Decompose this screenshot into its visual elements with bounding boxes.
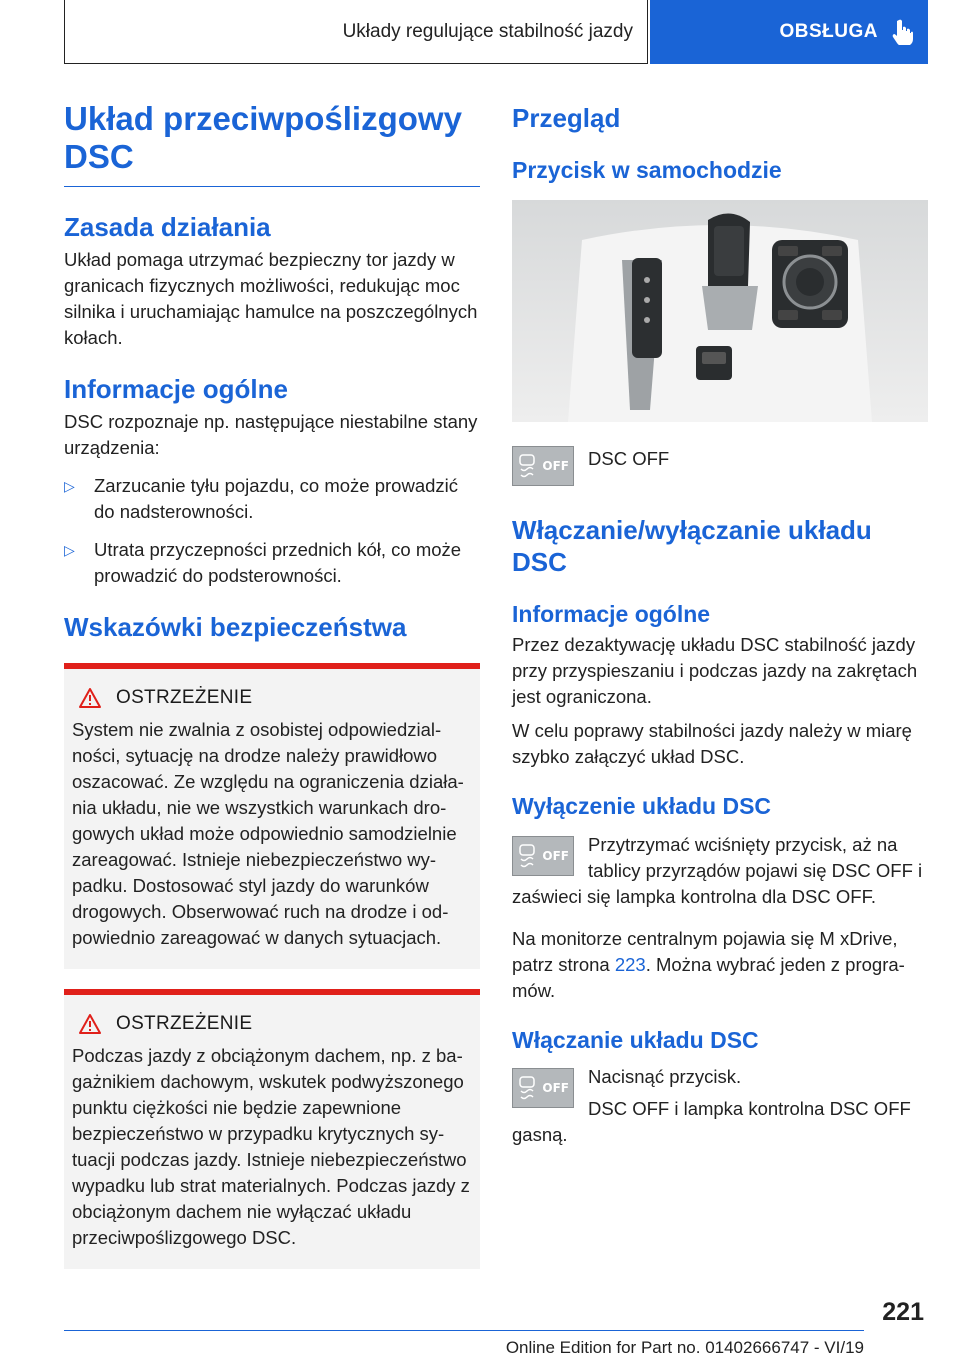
- edition-note: Online Edition for Part no. 01402666747 - VI/19: [505, 1338, 864, 1357]
- triangle-bullet-icon: ▷: [64, 478, 75, 494]
- general-heading: Informacje ogólne: [64, 374, 288, 404]
- left-column: [64, 100, 480, 1269]
- warning-header: [72, 687, 472, 709]
- bullet-text: Utrata przyczepności przednich kół, co może prowadzić do podsterowności.: [94, 539, 462, 586]
- on-heading: Włączanie układu DSC: [512, 1027, 759, 1053]
- warning-triangle-icon: [78, 687, 102, 709]
- warning-header: [72, 1013, 472, 1035]
- center-console-illustration: [512, 200, 928, 422]
- warning-triangle-icon: [78, 1013, 102, 1035]
- monitor-text-before: Na monitorze centralnym pojawia się M xDrive, patrz strona: [512, 928, 898, 975]
- warning-box: [64, 989, 480, 1269]
- dsc-off-button-icon: [512, 836, 574, 876]
- on-text2: DSC OFF i lampka kontrolna DSC OFF gasną.: [512, 1098, 911, 1145]
- main-title: [64, 100, 480, 176]
- right-column: [512, 100, 928, 1148]
- dsc-off-badge: OFF: [542, 849, 569, 863]
- principle-heading: Zasada działania: [64, 212, 271, 242]
- safety-heading: Wskazówki bezpieczeństwa: [64, 612, 407, 642]
- off-block: [512, 832, 928, 910]
- general-p2: W celu poprawy stabilności jazdy należy w miarę szybko załączyć układ DSC.: [512, 720, 912, 767]
- on-block: [512, 1064, 928, 1148]
- warning-text: System nie zwalnia z osobistej odpowiedzialności, sytuację na drodze należy prawidłowo oszacować. Ze względu na ograniczenia działania układu, nie we wszystkich warunkach drogowych układ może odpowiednio samodzielnie zareagować. Istnieje niebezpieczeństwo wypadku. Dostosować styl jazdy do warunków drogowych. Obserwować ruch na drodze i odpowiednio zareagować w danych sytuacjach.: [72, 719, 464, 948]
- section-title: Układy regulujące stabilność jazdy: [64, 0, 648, 64]
- skidding-car-icon: [517, 843, 537, 869]
- chapter-label: OBSŁUGA: [779, 21, 878, 42]
- chapter-tab: [650, 0, 928, 64]
- footer-rule: [64, 1330, 864, 1331]
- dsc-off-button-icon: [512, 1068, 574, 1108]
- dsc-off-badge: OFF: [542, 1081, 569, 1095]
- page-number: 221: [882, 1298, 924, 1326]
- warning-box: [64, 663, 480, 969]
- dsc-off-button-row: [512, 442, 928, 486]
- page-link[interactable]: 223: [614, 954, 646, 975]
- triangle-bullet-icon: ▷: [64, 542, 75, 558]
- monitor-text-after: . Można wybrać jeden z programów.: [512, 954, 905, 1001]
- off-text: Przytrzymać wciśnięty przycisk, aż na tablicy przyrządów pojawi się DSC OFF i zaświeci się lampka kontrolna dla DSC OFF.: [512, 834, 923, 907]
- warning-label: OSTRZEŻENIE: [116, 687, 253, 708]
- dsc-off-badge: OFF: [542, 459, 569, 473]
- center-console-photo: [512, 200, 928, 422]
- general-text: DSC rozpoznaje np. następujące niestabilne stany urządzenia:: [64, 411, 478, 458]
- general-p1: Przez dezaktywację układu DSC stabilność jazdy przy przyspieszaniu i podczas jazdy na zakrętach jest ograniczona.: [512, 634, 918, 707]
- button-heading: Przycisk w samochodzie: [512, 157, 782, 183]
- off-heading: Wyłączenie układu DSC: [512, 793, 772, 819]
- onoff-heading: Włączanie/wyłączanie układu DSC: [512, 515, 872, 577]
- overview-heading: Przegląd: [512, 103, 621, 133]
- main-title-line2: DSC: [64, 138, 134, 175]
- bullet-text: Zarzucanie tyłu pojazdu, co może prowadzić do nadsterowności.: [94, 475, 459, 522]
- skidding-car-icon: [517, 453, 537, 479]
- principle-text: Układ pomaga utrzymać bezpieczny tor jazdy w granicach fizycznych możliwości, redukując moc silnika i uruchamiając hamulce na poszczególnych kołach.: [64, 249, 478, 348]
- main-title-line1: Układ przeciwpoślizgowy: [64, 100, 462, 137]
- monitor-text: [512, 926, 928, 1004]
- page-header: [64, 0, 928, 66]
- dsc-off-button-icon: [512, 446, 574, 486]
- skidding-car-icon: [517, 1075, 537, 1101]
- on-text1: Nacisnąć przycisk.: [588, 1066, 742, 1087]
- general-heading-right: Informacje ogólne: [512, 601, 711, 627]
- hand-pointer-icon: [892, 19, 914, 45]
- warning-label: OSTRZEŻENIE: [116, 1013, 253, 1034]
- list-item: [64, 473, 480, 525]
- warning-text: Podczas jazdy z obciążonym dachem, np. z bagażnikiem dachowym, wskutek podwyższonego punktu ciężkości nie będzie zapewnione bezpieczeństwo w przypadku krytycznych sytuacji podczas jazdy. Istnieje niebezpieczeństwo wypadku lub strat materialnych. Podczas jazdy z obciążonym dachem nie wyłączać układu przeciwpoślizgowego DSC.: [72, 1045, 470, 1248]
- title-rule: [64, 186, 480, 187]
- button-caption: DSC OFF: [588, 448, 670, 469]
- list-item: [64, 537, 480, 589]
